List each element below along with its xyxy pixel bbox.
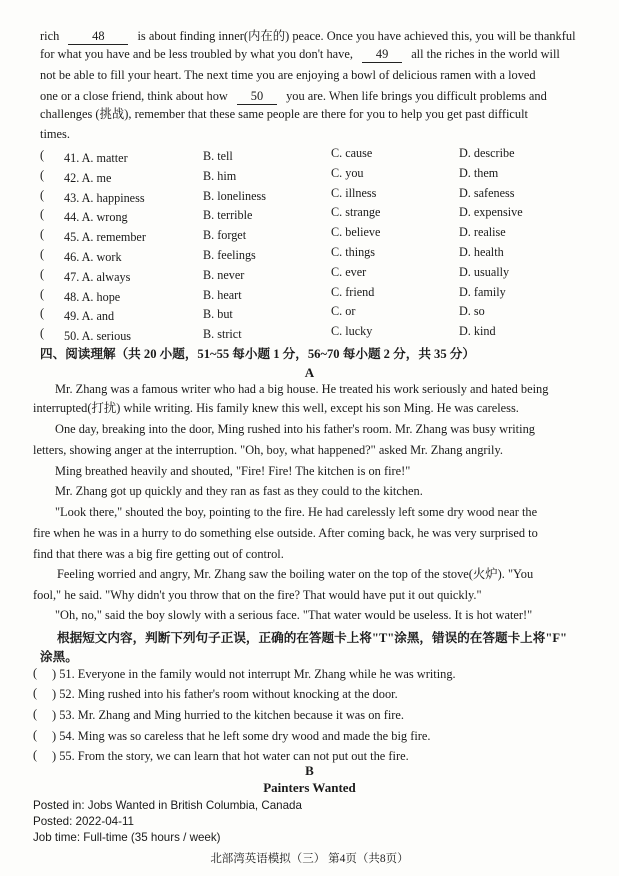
option-num: 45. A. remember	[64, 230, 146, 245]
cloze-line-4	[40, 88, 547, 105]
option-c: C. strange	[331, 205, 381, 220]
cloze-text: rich	[40, 29, 60, 43]
option-num: 42. A. me	[64, 170, 112, 185]
passage-a-line: "Look there," shouted the boy, pointing to the fire. He had carelessly left some dry wood near the	[55, 505, 538, 519]
option-d: D. them	[459, 165, 499, 180]
answer-paren[interactable]: (	[40, 207, 45, 222]
option-d: D. family	[459, 284, 506, 299]
cloze-text: is about finding inner(内在的) peace. Once you have achieved this, you will be thankful	[137, 29, 576, 43]
passage-b-meta-line: Posted in: Jobs Wanted in British Columbia, Canada	[33, 799, 302, 812]
option-c: C. things	[331, 245, 376, 259]
option-c: C. ever	[331, 264, 367, 279]
option-c: C. lucky	[331, 324, 373, 339]
option-d: D. usually	[459, 264, 510, 279]
tf-question: ) 55. From the story, we can learn that hot water can not put out the fire.	[52, 749, 409, 763]
option-b: B. loneliness	[203, 188, 266, 203]
passage-a-line: One day, breaking into the door, Ming rushed into his father's room. Mr. Zhang was busy writing	[55, 422, 535, 436]
option-b: B. feelings	[203, 248, 256, 262]
tf-instruction: 根据短文内容，判断下列句子正误，正确的在答题卡上将"T"涂黑，错误的在答题卡上将"F"	[57, 631, 568, 645]
answer-paren[interactable]: (	[40, 187, 45, 202]
passage-b-meta-line: Posted: 2022-04-11	[33, 815, 134, 828]
cloze-text: for what you have and be less troubled by what you don't have,	[40, 47, 353, 61]
passage-a-line: fire when he was in a hurry to do something else outside. After coming back, he was very surprised to	[33, 526, 538, 540]
answer-paren[interactable]: (	[40, 227, 45, 242]
passage-a-line: Ming breathed heavily and shouted, "Fire! Fire! The kitchen is on fire!"	[55, 464, 411, 478]
option-b: B. heart	[203, 287, 242, 302]
cloze-text: one or a close friend, think about how	[40, 89, 228, 103]
option-d: D. so	[459, 304, 485, 319]
page-footer: 北部湾英语模拟（三） 第4页（共8页）	[210, 853, 409, 865]
answer-paren[interactable]: (	[40, 286, 45, 301]
passage-b-meta-line: Job time: Full-time (35 hours / week)	[33, 831, 221, 844]
passage-a-line: letters, showing anger at the interruption. "Oh, boy, what happened?" asked Mr. Zhang angrily.	[33, 443, 503, 457]
option-c: C. friend	[331, 284, 375, 299]
option-c: C. illness	[331, 185, 377, 200]
option-d: D. realise	[459, 225, 506, 240]
tf-answer-paren[interactable]: (	[33, 666, 38, 680]
option-num: 44. A. wrong	[64, 210, 128, 225]
option-c: C. believe	[331, 225, 381, 240]
tf-answer-paren[interactable]: (	[33, 728, 38, 742]
passage-b-label: B	[305, 763, 314, 778]
option-num: 48. A. hope	[64, 289, 121, 304]
answer-paren[interactable]: (	[40, 148, 45, 162]
option-d: D. expensive	[459, 205, 523, 220]
option-b: B. strict	[203, 327, 242, 342]
tf-question: ) 54. Ming was so careless that he left some dry wood and made the big fire.	[52, 729, 431, 743]
cloze-text: all the riches in the world will	[411, 47, 560, 61]
answer-paren[interactable]: (	[40, 247, 45, 261]
answer-paren[interactable]: (	[40, 167, 45, 182]
option-c: C. or	[331, 304, 356, 319]
passage-a-line: fool," he said. "Why didn't you throw that on the fire? That would have put it out quickly."	[33, 588, 482, 602]
blank-48: 48	[68, 28, 128, 45]
passage-a-line: interrupted(打扰) while writing. His family knew this well, except his son Ming. He was careless.	[33, 401, 519, 415]
cloze-line-1	[40, 28, 576, 45]
option-b: B. him	[203, 168, 237, 183]
tf-answer-paren[interactable]: (	[33, 686, 38, 700]
option-num: 47. A. always	[64, 269, 131, 284]
option-b: B. tell	[203, 149, 233, 163]
option-b: B. forget	[203, 228, 247, 243]
option-d: D. health	[459, 245, 504, 259]
passage-a-line: "Oh, no," said the boy slowly with a serious face. "That water would be useless. It is hot water!"	[55, 608, 533, 622]
option-b: B. never	[203, 267, 245, 282]
passage-a-label: A	[304, 365, 315, 380]
tf-answer-paren[interactable]: (	[33, 748, 38, 762]
passage-a-line: Feeling worried and angry, Mr. Zhang saw the boiling water on the top of the stove(火炉). "You	[57, 567, 534, 581]
cloze-line-3: not be able to fill your heart. The next time you are enjoying a bowl of delicious ramen with a loved	[40, 68, 536, 82]
cloze-line-5: challenges (挑战), remember that these same people are there for you to help you get past difficult	[40, 107, 528, 121]
option-num: 41. A. matter	[64, 151, 128, 165]
tf-instruction-cont: 涂黑。	[40, 650, 78, 664]
option-num: 43. A. happiness	[64, 190, 145, 205]
option-b: B. but	[203, 307, 233, 322]
blank-50: 50	[237, 88, 277, 105]
option-d: D. safeness	[459, 185, 515, 200]
option-c: C. you	[331, 165, 364, 180]
option-b: B. terrible	[203, 208, 253, 223]
option-d: D. describe	[459, 146, 515, 160]
passage-b-title: Painters Wanted	[263, 780, 356, 795]
cloze-line-2	[40, 46, 560, 63]
section4-heading: 四、阅读理解（共 20 小题，51~55 每小题 1 分，56~70 每小题 2 分，共 35 分）	[40, 347, 475, 361]
tf-question: ) 51. Everyone in the family would not interrupt Mr. Zhang while he was writing.	[52, 667, 456, 681]
passage-a-line: Mr. Zhang was a famous writer who had a big house. He treated his work seriously and hated being	[55, 382, 549, 396]
option-num: 49. A. and	[64, 309, 115, 324]
blank-49: 49	[362, 46, 402, 63]
cloze-line-6: times.	[40, 127, 70, 141]
answer-paren[interactable]: (	[40, 306, 45, 321]
tf-answer-paren[interactable]: (	[33, 707, 38, 721]
tf-question: ) 53. Mr. Zhang and Ming hurried to the kitchen because it was on fire.	[52, 708, 405, 722]
option-num: 50. A. serious	[64, 329, 132, 344]
cloze-text: you are. When life brings you difficult problems and	[286, 89, 547, 103]
option-c: C. cause	[331, 146, 373, 160]
passage-a-line: find that there was a big fire getting out of control.	[33, 547, 284, 561]
option-d: D. kind	[459, 324, 496, 339]
answer-paren[interactable]: (	[40, 326, 45, 341]
option-num: 46. A. work	[64, 250, 122, 264]
passage-a-line: Mr. Zhang got up quickly and they ran as fast as they could to the kitchen.	[55, 484, 423, 498]
tf-question: ) 52. Ming rushed into his father's room without knocking at the door.	[52, 687, 398, 701]
answer-paren[interactable]: (	[40, 266, 45, 281]
